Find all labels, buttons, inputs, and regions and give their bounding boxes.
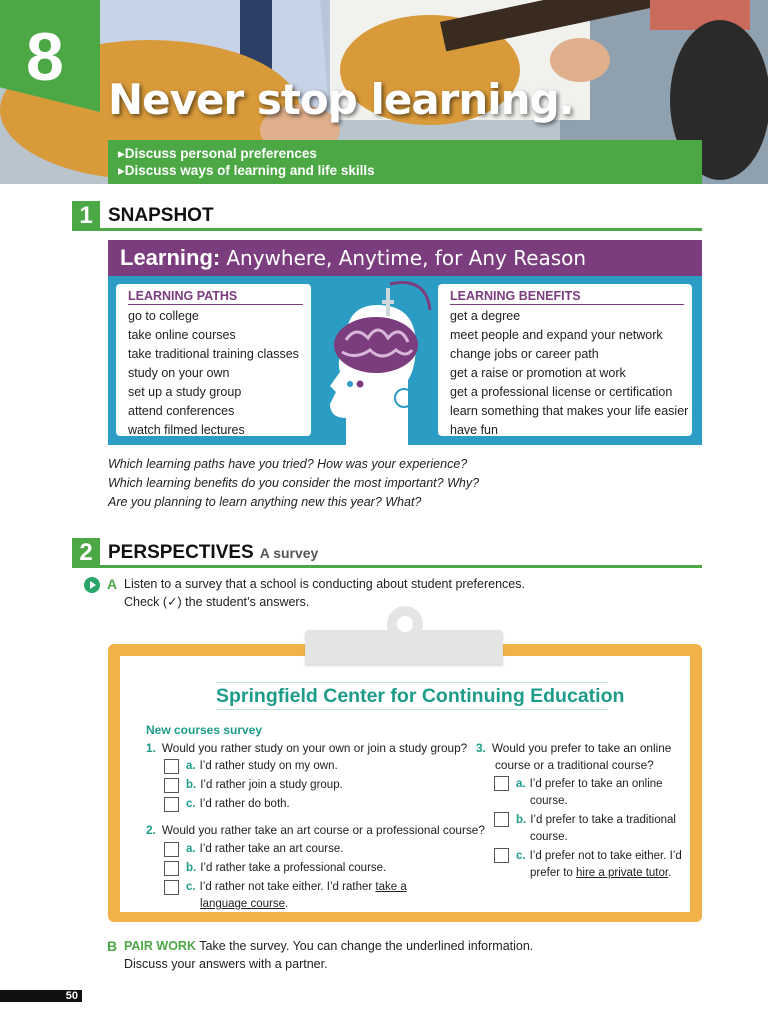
answer-option-continued: course. <box>530 795 568 807</box>
option-letter: a. <box>186 760 196 772</box>
question-text: Would you prefer to take an online <box>491 741 672 755</box>
snapshot-questions <box>108 455 708 512</box>
list-item: attend conferences <box>128 404 235 418</box>
task-letter: A <box>107 576 118 592</box>
answer-option <box>186 841 343 858</box>
question-text: Would you rather take an art course or a professional course? <box>161 823 485 837</box>
option-letter: b. <box>516 814 527 826</box>
underlined-text: language course <box>200 898 286 910</box>
task-instruction <box>124 937 700 955</box>
snapshot-infographic <box>108 240 702 445</box>
head-brain-illustration <box>316 280 436 445</box>
option-text: I’d prefer not to take either. I’d <box>529 850 682 862</box>
section-number: 2 <box>72 538 100 568</box>
answer-option <box>186 796 290 813</box>
section-title-text: PERSPECTIVES <box>108 542 254 563</box>
unit-hero-banner <box>0 0 768 184</box>
page-number: 50 <box>0 990 82 1002</box>
list-item: watch filmed lectures <box>128 423 245 437</box>
option-text-end: . <box>668 867 672 879</box>
unit-title: Never stop learning. <box>108 75 574 124</box>
discussion-question: Which learning paths have you tried? How was your experience? <box>108 457 468 471</box>
question-text-continued: course or a traditional course? <box>495 758 654 772</box>
answer-option <box>516 812 676 829</box>
task-instruction: Listen to a survey that a school is conducting about student preferences. <box>124 577 525 591</box>
option-text: I’d rather not take either. I’d rather <box>199 881 373 893</box>
survey-question-3 <box>476 740 671 757</box>
survey-question-1 <box>146 740 467 757</box>
section-subtitle: A survey <box>259 545 319 561</box>
answer-option <box>186 860 386 877</box>
underlined-text: hire a private tutor <box>576 867 669 879</box>
answer-option <box>186 879 407 896</box>
clipboard-clip-hole <box>397 616 413 632</box>
clipboard <box>108 644 702 922</box>
option-text: I’d prefer to take a traditional <box>530 814 676 826</box>
answer-option <box>186 777 343 794</box>
question-number: 2. <box>146 823 156 837</box>
option-letter: a. <box>516 778 526 790</box>
question-number: 1. <box>146 741 156 755</box>
list-item: study on your own <box>128 366 230 380</box>
survey-subtitle: New courses survey <box>146 723 263 737</box>
task-a <box>80 575 700 611</box>
survey-title: Springfield Center for Continuing Education <box>216 682 608 710</box>
list-item: get a degree <box>450 309 521 323</box>
section-header-snapshot <box>72 201 702 231</box>
discussion-question: Are you planning to learn anything new this year? What? <box>108 495 422 509</box>
answer-checkbox[interactable] <box>164 778 179 793</box>
section-number: 1 <box>72 201 100 231</box>
list-item: set up a study group <box>128 385 242 399</box>
option-text: I’d rather do both. <box>199 798 290 810</box>
snapshot-headline <box>108 240 702 276</box>
option-text: I’d rather study on my own. <box>199 760 338 772</box>
section-header-perspectives <box>72 538 702 568</box>
option-text-end: . <box>285 898 289 910</box>
option-letter: b. <box>186 779 197 791</box>
task-instruction-text: Take the survey. You can change the underlined information. <box>199 939 534 953</box>
learning-paths-panel <box>116 284 311 436</box>
list-item: get a professional license or certification <box>450 385 673 399</box>
pair-work-label: PAIR WORK <box>124 939 196 953</box>
list-item: get a raise or promotion at work <box>450 366 626 380</box>
answer-option <box>516 776 663 793</box>
list-item: take traditional training classes <box>128 347 299 361</box>
snapshot-headline-rest: Anywhere, Anytime, for Any Reason <box>226 246 587 270</box>
survey-sheet <box>120 656 690 912</box>
learning-benefits-title: LEARNING BENEFITS <box>450 288 684 305</box>
option-text: I’d rather join a study group. <box>200 779 343 791</box>
unit-goals-bar <box>108 140 702 184</box>
answer-checkbox[interactable] <box>164 797 179 812</box>
list-item: go to college <box>128 309 199 323</box>
task-b <box>80 937 700 973</box>
answer-option-continued <box>200 896 288 913</box>
list-item: meet people and expand your network <box>450 328 663 342</box>
list-item: have fun <box>450 423 498 437</box>
underlined-text: take a <box>375 881 407 893</box>
unit-number: 8 <box>26 19 64 95</box>
task-instruction: Check (✓) the student’s answers. <box>124 595 310 609</box>
option-letter: c. <box>186 798 196 810</box>
task-letter: B <box>107 938 118 954</box>
option-letter: c. <box>516 850 526 862</box>
answer-checkbox[interactable] <box>494 812 509 827</box>
list-item: take online courses <box>128 328 236 342</box>
snapshot-headline-bold: Learning: <box>120 245 221 270</box>
list-item: change jobs or career path <box>450 347 599 361</box>
unit-goal: ▸ Discuss personal preferences <box>118 145 702 162</box>
answer-checkbox[interactable] <box>494 848 509 863</box>
answer-option <box>186 758 338 775</box>
section-title: SNAPSHOT <box>108 205 214 226</box>
option-text: I’d prefer to take an online <box>529 778 663 790</box>
unit-goal: ▸ Discuss ways of learning and life skills <box>118 162 702 179</box>
section-title <box>108 541 318 565</box>
option-text: I’d rather take an art course. <box>199 843 344 855</box>
answer-checkbox[interactable] <box>164 842 179 857</box>
option-text: prefer to <box>530 867 573 879</box>
discussion-question: Which learning benefits do you consider the most important? Why? <box>108 476 480 490</box>
answer-checkbox[interactable] <box>164 861 179 876</box>
option-letter: b. <box>186 862 197 874</box>
audio-play-icon[interactable] <box>84 577 100 593</box>
answer-checkbox[interactable] <box>164 759 179 774</box>
list-item: learn something that makes your life easier <box>450 404 689 418</box>
task-instruction: Discuss your answers with a partner. <box>124 957 328 971</box>
learning-paths-title: LEARNING PATHS <box>128 288 303 305</box>
question-number: 3. <box>476 741 486 755</box>
option-letter: a. <box>186 843 196 855</box>
answer-option-continued <box>530 865 671 882</box>
answer-option <box>516 848 682 865</box>
answer-checkbox[interactable] <box>164 880 179 895</box>
answer-option-continued: course. <box>530 831 568 843</box>
answer-checkbox[interactable] <box>494 776 509 791</box>
learning-benefits-panel <box>438 284 692 436</box>
question-text: Would you rather study on your own or join a study group? <box>161 741 468 755</box>
survey-question-2 <box>146 822 485 839</box>
option-text: I’d rather take a professional course. <box>200 862 387 874</box>
option-letter: c. <box>186 881 196 893</box>
